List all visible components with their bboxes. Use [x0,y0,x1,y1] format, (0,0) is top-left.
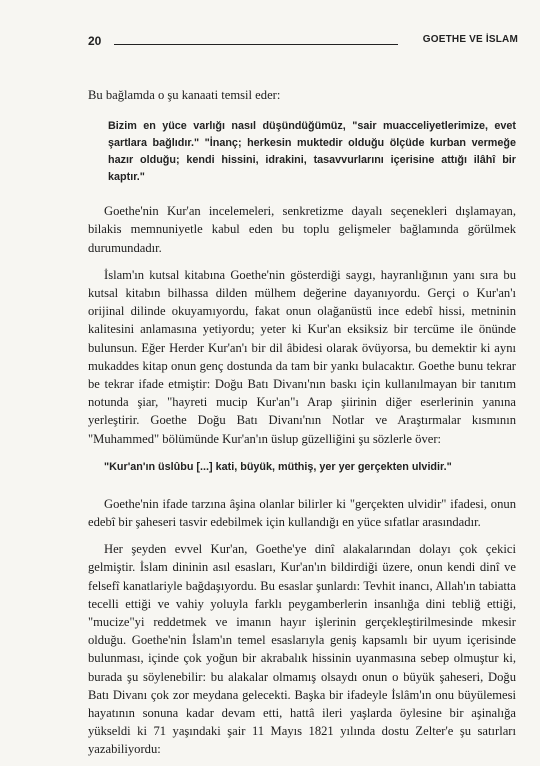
paragraph: Goethe'nin ifade tarzına âşina olanlar bilirler ki "gerçekten ulvidir" ifadesi, onun edebî bir şaheseri tasvir edebilmek için kullandığı en yüce sıfatlar arasındadır. [88,496,516,530]
page-header [88,34,518,50]
block-quote: Bizim en yüce varlığı nasıl düşündüğümüz, "sair muacceliyetlerimize, evet şartlara bağlıdır." "İnanç; herkesin muktedir olduğu ölçüde kurban vermeğe hazır olduğu; kendi hissini, idrakini, tasavvurlarını içerisine attığı ilâhî bir kaptır." [108,120,516,184]
block-quote: "Kur'an'ın üslûbu [...] kati, büyük, müthiş, yer yer gerçekten ulvidir." [104,460,452,473]
header-rule [114,44,398,45]
paragraph: Her şeyden evvel Kur'an, Goethe'ye dinî alakalarından dolayı çok çekici gelmiştir. İslam dininin asıl esasları, Kur'an'ın bildirdiği üzere, onun kendi dinî ve felsefî kanatlariyle bağdaşıyordu. Bu esaslar şunlardı: Tevhit inancı, Allah'ın tabiatta tecelli ettiği ve vahiy yoluyla farklı peygamberlerin insanlığa dini tebliğ ettiği, "mucize"yi reddetmek ve imanın hayır işlerinin gerçekleştirilmesinde mkesir olduğu. Goethe'nin İslam'ın temel esaslarıyla geniş kapsamlı bir uyum içerisinde bulunması, içinde çok yoğun bir akrabalık hissinin uyanmasına sebep olmuştur ki, burada şu söylenebilir: bu alakalar olmamış olsaydı onun o büyük şaheseri, Doğu Batı Divanı çok zor meydana gelecekti. Başka bir ifadeyle İslâm'ın onu büyülemesi hayatının sonuna kadar devam etti, hattâ ileri yaşlarda öylesine bir aşinalığa yükseldi ki 71 yaşındaki şair 11 Mayıs 1821 yılında dostu Zelter'e şu satırları yazabiliyordu: [88,542,516,757]
page-number: 20 [88,34,102,48]
paragraph: Goethe'nin Kur'an incelemeleri, senkretizme dayalı seçenekleri dışlamayan, bilakis memnuniyetle kabul eden bu toplu gelişmeler bağlamında görülmek durumundadır. [88,204,516,255]
running-title: GOETHE VE İSLAM [422,34,518,45]
paragraph: İslam'ın kutsal kitabına Goethe'nin gösterdiği saygı, hayranlığının yanı sıra bu kutsal kitabın bilhassa dilden mülhem değerine dayanıyordu. Gerçi o Kur'an'ı orijinal dilinde okuyamıyordu, fakat onun olağanüstü ince edebî hissi, metninin kalitesini anlamasına yetiyordu; yeter ki Kur'an eksiksiz bir tercüme ile önünde bulunsun. Eğer Herder Kur'an'ı bir dil âbidesi olarak övüyorsa, bu demektir ki aynı mukaddes kitap onun genç dostunda da tam bir yankı bulacaktır. Goethe bunu tekrar be tekrar ifade etmiştir: Doğu Batı Divanı'nın baskı için kullanılmayan bir tanıtım notunda şiar, "hayreti mucip Kur'an"ı Arap şiirinin diğer eserlerinin yanına yerleştirir. Goethe Doğu Batı Divanı'nın Notlar ve Araştırmalar kısmının "Muhammed" bölümünde Kur'an'ın üslup güzelliğini şu sözlerle över: [88,267,516,446]
intro-paragraph: Bu bağlamda o şu kanaati temsil eder: [88,88,281,102]
page-body [88,86,516,759]
